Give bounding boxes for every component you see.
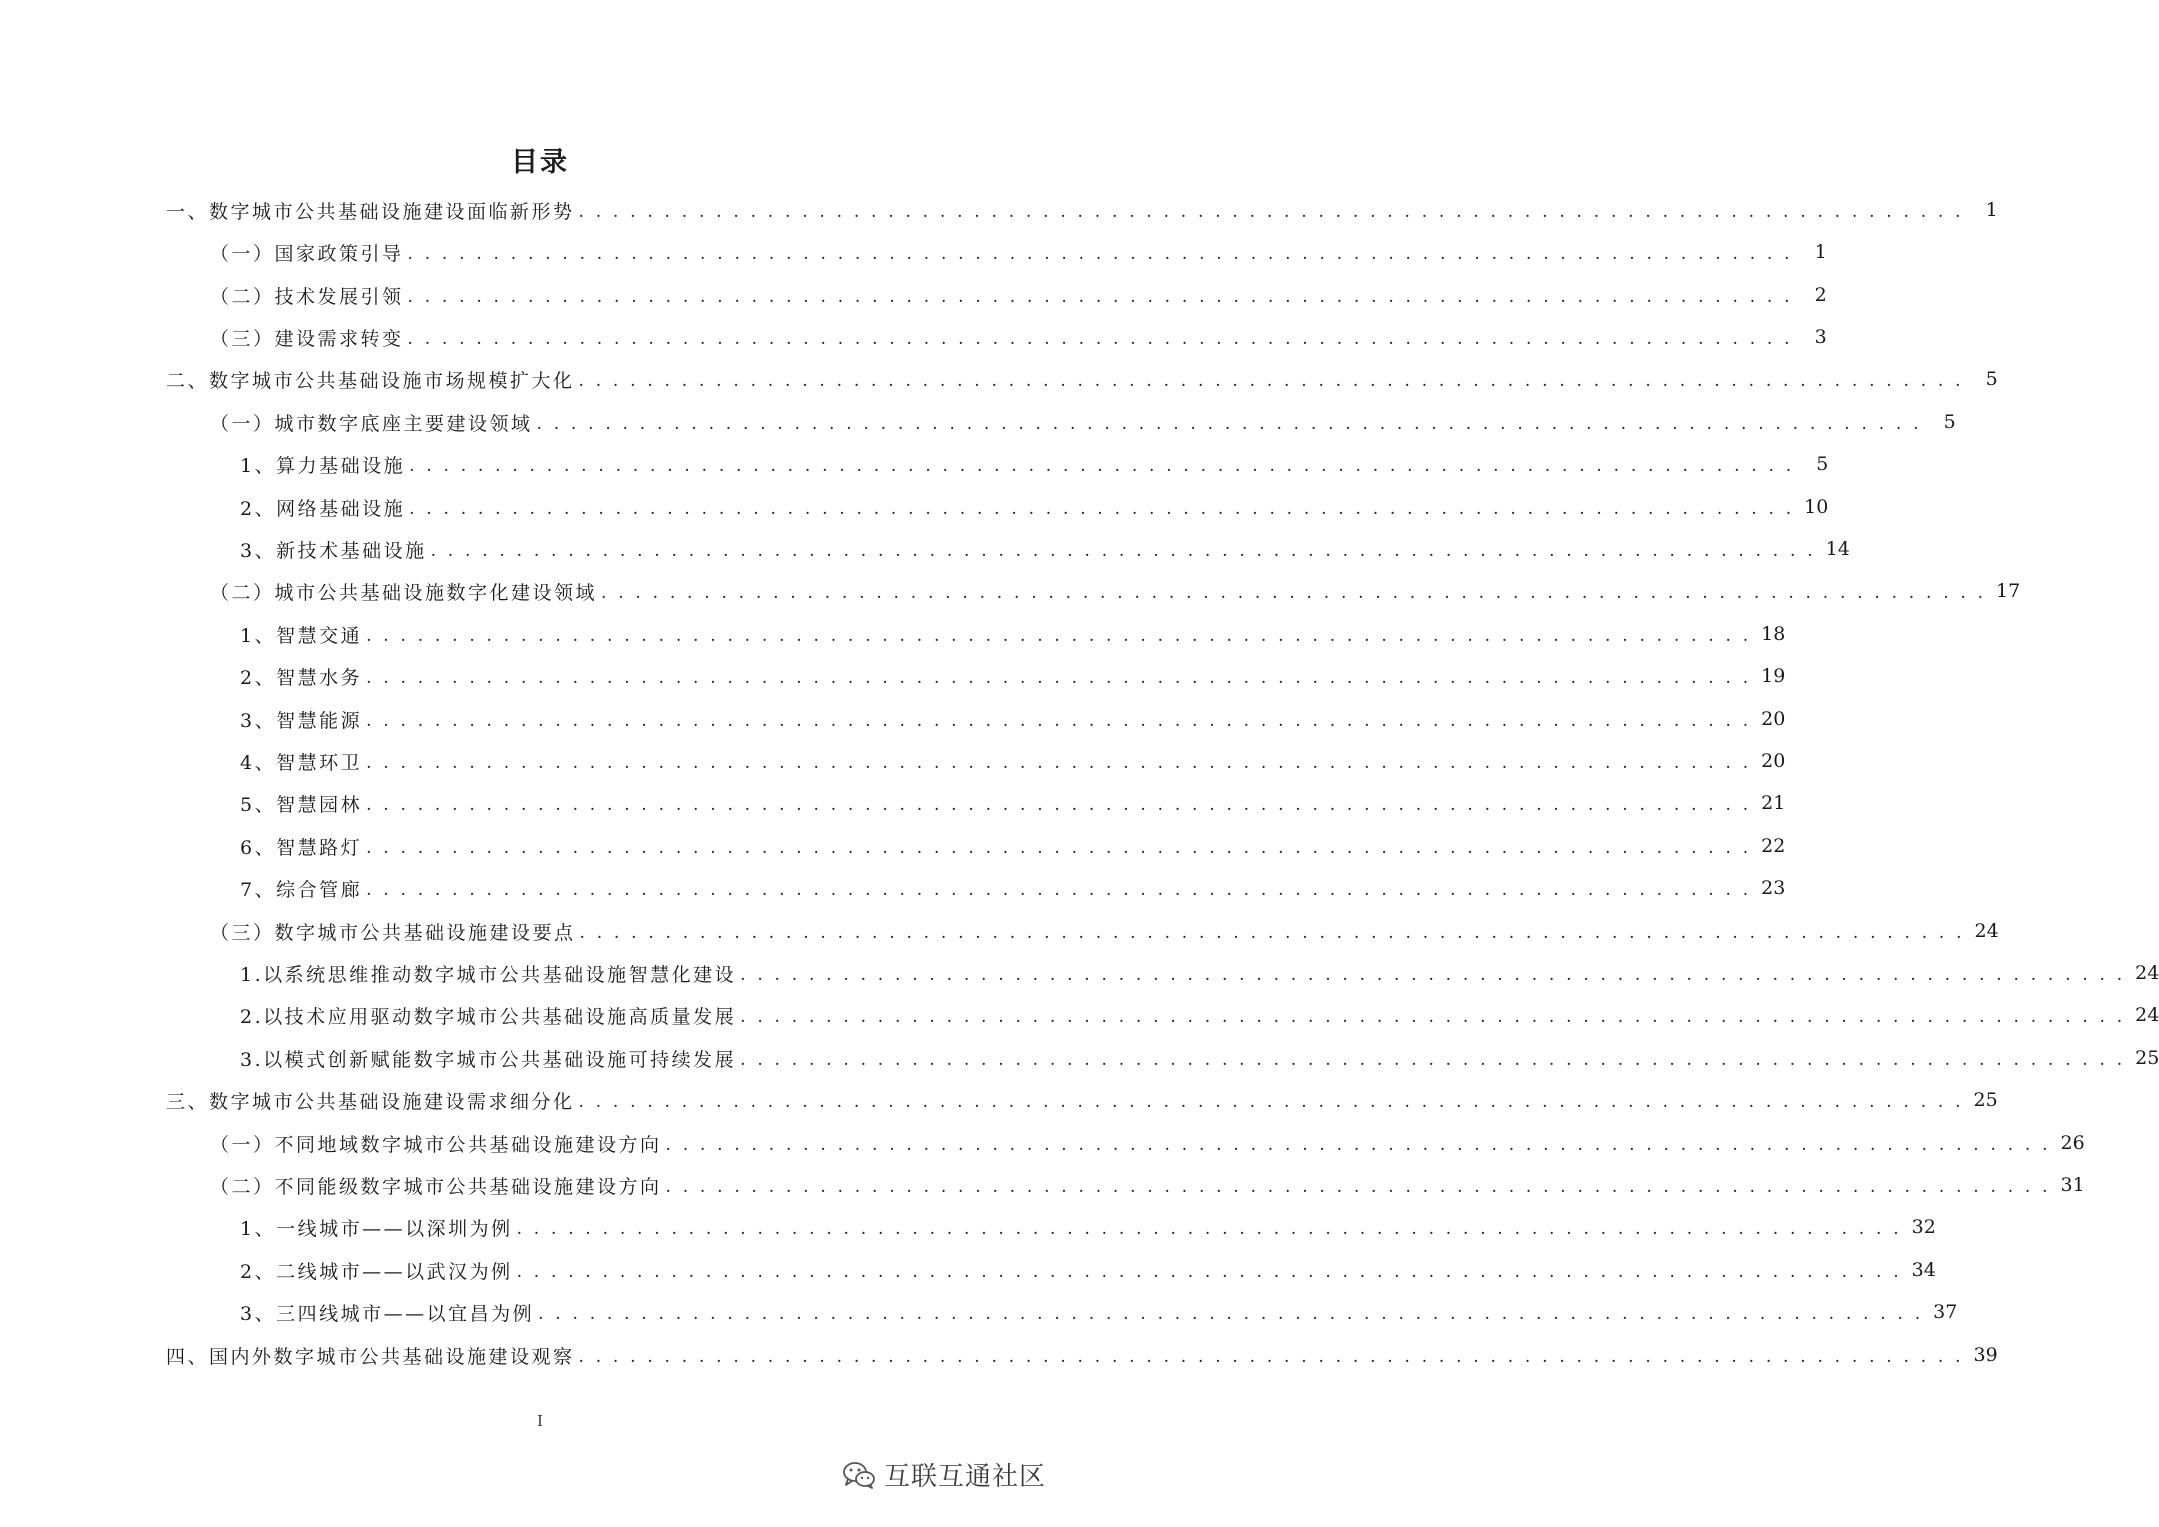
toc-entry-page: 17 [1996,580,2021,602]
toc-entry[interactable] [166,1340,1998,1370]
toc-entry[interactable] [240,619,1786,649]
toc-entry-text: 2、智慧水务 [240,666,363,689]
toc-entry[interactable] [210,916,1999,946]
toc-entry[interactable] [166,1085,1998,1115]
toc-entry[interactable] [210,1170,2085,1200]
toc-entry-page: 2 [1814,284,1827,306]
toc-entry[interactable] [240,1043,2159,1073]
toc-entry[interactable] [240,958,2159,988]
toc-entry[interactable] [240,1297,1958,1327]
toc-entry-page: 31 [2060,1174,2085,1196]
toc-entry-page: 32 [1911,1216,1936,1238]
toc-title: 目录 [511,147,569,178]
toc-leader-dots: . . . . . . . . . . . . . . . . . . . . . . . . . . . . . . . . . . . . . . . . . . . . . . . . . . . . . . . . . . . . . . . . . . . . . . . . . . . . . . . . . [366,880,1752,900]
toc-entry[interactable] [240,534,1850,564]
toc-leader-dots: . . . . . . . . . . . . . . . . . . . . . . . . . . . . . . . . . . . . . . . . . . . . . . . . . . . . . . . . . . . . . . . . . . . . . . . . . . . . . . . . . [579,923,1965,943]
toc-leader-dots: . . . . . . . . . . . . . . . . . . . . . . . . . . . . . . . . . . . . . . . . . . . . . . . . . . . . . . . . . . . . . . . . . . . . . . . . . . . . . . . . . [366,838,1752,858]
toc-entry-text: 4、智慧环卫 [240,751,363,774]
toc-leader-dots: . . . . . . . . . . . . . . . . . . . . . . . . . . . . . . . . . . . . . . . . . . . . . . . . . . . . . . . . . . . . . . . . . . . . . . . . . . . . . . . . . [516,1219,1902,1239]
toc-entry-page: 24 [2135,1004,2159,1026]
toc-entry-text: （一）不同地域数字城市公共基础设施建设方向 [210,1133,662,1156]
toc-entry-text: 1.以系统思维推动数字城市公共基础设施智慧化建设 [240,963,737,986]
toc-leader-dots: . . . . . . . . . . . . . . . . . . . . . . . . . . . . . . . . . . . . . . . . . . . . . . . . . . . . . . . . . . . . . . . . . . . . . . . . . . . . . . . . . [407,329,1793,349]
toc-entry-text: 3.以模式创新赋能数字城市公共基础设施可持续发展 [240,1048,737,1071]
toc-entry[interactable] [240,1255,1936,1285]
toc-entry-page: 24 [1974,920,1999,942]
toc-entry-text: （一）城市数字底座主要建设领域 [210,412,533,435]
toc-entry-page: 3 [1814,326,1827,348]
toc-entry-page: 37 [1933,1301,1958,1323]
toc-entry-text: 3、新技术基础设施 [240,539,427,562]
toc-entry-page: 5 [1816,453,1829,475]
toc-entry[interactable] [240,704,1786,734]
toc-entry-text: 7、综合管廊 [240,878,363,901]
toc-leader-dots: . . . . . . . . . . . . . . . . . . . . . . . . . . . . . . . . . . . . . . . . . . . . . . . . . . . . . . . . . . . . . . . . . . . . . . . . . . . . . . . . . [538,1304,1924,1324]
toc-leader-dots: . . . . . . . . . . . . . . . . . . . . . . . . . . . . . . . . . . . . . . . . . . . . . . . . . . . . . . . . . . . . . . . . . . . . . . . . . . . . . . . . . [366,711,1752,731]
toc-entry-page: 5 [1943,411,1956,433]
watermark-text: 互联互通社区 [883,1462,1046,1492]
toc-entry-text: 四、国内外数字城市公共基础设施建设观察 [166,1345,575,1368]
toc-entry[interactable] [210,237,1827,267]
toc-entry-text: （二）城市公共基础设施数字化建设领域 [210,581,598,604]
toc-entry-text: 3、三四线城市——以宜昌为例 [240,1302,535,1325]
toc-entry-text: 二、数字城市公共基础设施市场规模扩大化 [166,369,575,392]
toc-entry[interactable] [240,831,1786,861]
toc-leader-dots: . . . . . . . . . . . . . . . . . . . . . . . . . . . . . . . . . . . . . . . . . . . . . . . . . . . . . . . . . . . . . . . . . . . . . . . . . . . . . . . . . [740,1007,2126,1027]
toc-entry-page: 34 [1911,1259,1936,1281]
toc-entry-page: 25 [1973,1089,1998,1111]
toc-entry[interactable] [240,746,1786,776]
toc-entry-text: （二）技术发展引领 [210,285,404,308]
toc-leader-dots: . . . . . . . . . . . . . . . . . . . . . . . . . . . . . . . . . . . . . . . . . . . . . . . . . . . . . . . . . . . . . . . . . . . . . . . . . . . . . . . . . [578,1092,1964,1112]
toc-entry[interactable] [210,576,2021,606]
toc-leader-dots: . . . . . . . . . . . . . . . . . . . . . . . . . . . . . . . . . . . . . . . . . . . . . . . . . . . . . . . . . . . . . . . . . . . . . . . . . . . . . . . . . [665,1135,2051,1155]
toc-entry-page: 5 [1985,368,1998,390]
toc-leader-dots: . . . . . . . . . . . . . . . . . . . . . . . . . . . . . . . . . . . . . . . . . . . . . . . . . . . . . . . . . . . . . . . . . . . . . . . . . . . . . . . . . [665,1177,2051,1197]
toc-entry[interactable] [240,492,1829,522]
toc-entry-text: 1、一线城市——以深圳为例 [240,1217,513,1240]
wechat-icon [842,1460,876,1490]
page-number-footer: I [537,1412,543,1430]
watermark [842,1456,1046,1493]
toc-leader-dots: . . . . . . . . . . . . . . . . . . . . . . . . . . . . . . . . . . . . . . . . . . . . . . . . . . . . . . . . . . . . . . . . . . . . . . . . . . . . . . . . . [601,583,1987,603]
toc-entry[interactable] [210,280,1827,310]
toc-entry-page: 22 [1761,835,1786,857]
toc-leader-dots: . . . . . . . . . . . . . . . . . . . . . . . . . . . . . . . . . . . . . . . . . . . . . . . . . . . . . . . . . . . . . . . . . . . . . . . . . . . . . . . . . [430,541,1816,561]
toc-entry-text: 6、智慧路灯 [240,836,363,859]
toc-entry[interactable] [240,873,1786,903]
toc-entry[interactable] [166,364,1998,394]
toc-leader-dots: . . . . . . . . . . . . . . . . . . . . . . . . . . . . . . . . . . . . . . . . . . . . . . . . . . . . . . . . . . . . . . . . . . . . . . . . . . . . . . . . . [409,499,1795,519]
toc-entry-text: 3、智慧能源 [240,709,363,732]
toc-entry-page: 20 [1761,750,1786,772]
toc-entry-text: 1、算力基础设施 [240,454,406,477]
toc-entry-page: 26 [2060,1132,2085,1154]
toc-entry-text: （一）国家政策引导 [210,242,404,265]
toc-entry[interactable] [210,407,1956,437]
toc-entry-page: 14 [1825,538,1850,560]
toc-leader-dots: . . . . . . . . . . . . . . . . . . . . . . . . . . . . . . . . . . . . . . . . . . . . . . . . . . . . . . . . . . . . . . . . . . . . . . . . . . . . . . . . . [740,965,2126,985]
toc-leader-dots: . . . . . . . . . . . . . . . . . . . . . . . . . . . . . . . . . . . . . . . . . . . . . . . . . . . . . . . . . . . . . . . . . . . . . . . . . . . . . . . . . [407,244,1793,264]
toc-entry[interactable] [240,788,1786,818]
toc-entry-text: （三）建设需求转变 [210,327,404,350]
toc-entry-page: 20 [1761,708,1786,730]
toc-leader-dots: . . . . . . . . . . . . . . . . . . . . . . . . . . . . . . . . . . . . . . . . . . . . . . . . . . . . . . . . . . . . . . . . . . . . . . . . . . . . . . . . . [536,414,1922,434]
toc-entry-text: 2、网络基础设施 [240,497,406,520]
toc-leader-dots: . . . . . . . . . . . . . . . . . . . . . . . . . . . . . . . . . . . . . . . . . . . . . . . . . . . . . . . . . . . . . . . . . . . . . . . . . . . . . . . . . [366,753,1752,773]
toc-leader-dots: . . . . . . . . . . . . . . . . . . . . . . . . . . . . . . . . . . . . . . . . . . . . . . . . . . . . . . . . . . . . . . . . . . . . . . . . . . . . . . . . . [516,1262,1902,1282]
toc-entry-page: 10 [1804,496,1829,518]
toc-entry-text: （三）数字城市公共基础设施建设要点 [210,921,576,944]
toc-entry-page: 19 [1761,665,1786,687]
toc-leader-dots: . . . . . . . . . . . . . . . . . . . . . . . . . . . . . . . . . . . . . . . . . . . . . . . . . . . . . . . . . . . . . . . . . . . . . . . . . . . . . . . . . [578,1347,1964,1367]
toc-leader-dots: . . . . . . . . . . . . . . . . . . . . . . . . . . . . . . . . . . . . . . . . . . . . . . . . . . . . . . . . . . . . . . . . . . . . . . . . . . . . . . . . . [578,202,1964,222]
toc-entry[interactable] [240,1000,2159,1030]
toc-entry-page: 21 [1761,792,1786,814]
toc-entry-page: 18 [1761,623,1786,645]
toc-leader-dots: . . . . . . . . . . . . . . . . . . . . . . . . . . . . . . . . . . . . . . . . . . . . . . . . . . . . . . . . . . . . . . . . . . . . . . . . . . . . . . . . . [366,668,1752,688]
toc-leader-dots: . . . . . . . . . . . . . . . . . . . . . . . . . . . . . . . . . . . . . . . . . . . . . . . . . . . . . . . . . . . . . . . . . . . . . . . . . . . . . . . . . [740,1050,2126,1070]
toc-leader-dots: . . . . . . . . . . . . . . . . . . . . . . . . . . . . . . . . . . . . . . . . . . . . . . . . . . . . . . . . . . . . . . . . . . . . . . . . . . . . . . . . . [409,456,1795,476]
toc-entry-text: （二）不同能级数字城市公共基础设施建设方向 [210,1175,662,1198]
toc-entry-page: 39 [1973,1344,1998,1366]
toc-leader-dots: . . . . . . . . . . . . . . . . . . . . . . . . . . . . . . . . . . . . . . . . . . . . . . . . . . . . . . . . . . . . . . . . . . . . . . . . . . . . . . . . . [366,795,1752,815]
toc-entry-text: 三、数字城市公共基础设施建设需求细分化 [166,1090,575,1113]
toc-entry[interactable] [240,661,1786,691]
toc-entry-text: 1、智慧交通 [240,624,363,647]
toc-leader-dots: . . . . . . . . . . . . . . . . . . . . . . . . . . . . . . . . . . . . . . . . . . . . . . . . . . . . . . . . . . . . . . . . . . . . . . . . . . . . . . . . . [366,626,1752,646]
toc-leader-dots: . . . . . . . . . . . . . . . . . . . . . . . . . . . . . . . . . . . . . . . . . . . . . . . . . . . . . . . . . . . . . . . . . . . . . . . . . . . . . . . . . [407,287,1793,307]
toc-entry[interactable] [240,1212,1936,1242]
toc-entry-text: 2、二线城市——以武汉为例 [240,1260,513,1283]
toc-entry[interactable] [240,449,1829,479]
toc-entry[interactable] [210,322,1827,352]
toc-entry[interactable] [166,195,1998,225]
toc-entry-page: 23 [1761,877,1786,899]
toc-entry-page: 1 [1985,199,1998,221]
toc-entry-text: 2.以技术应用驱动数字城市公共基础设施高质量发展 [240,1005,737,1028]
toc-entry-page: 1 [1814,241,1827,263]
toc-entry[interactable] [210,1128,2085,1158]
toc-entry-text: 一、数字城市公共基础设施建设面临新形势 [166,200,575,223]
toc-entry-text: 5、智慧园林 [240,793,363,816]
toc-entry-page: 24 [2135,962,2159,984]
toc-entry-page: 25 [2135,1047,2159,1069]
toc-leader-dots: . . . . . . . . . . . . . . . . . . . . . . . . . . . . . . . . . . . . . . . . . . . . . . . . . . . . . . . . . . . . . . . . . . . . . . . . . . . . . . . . . [578,371,1964,391]
